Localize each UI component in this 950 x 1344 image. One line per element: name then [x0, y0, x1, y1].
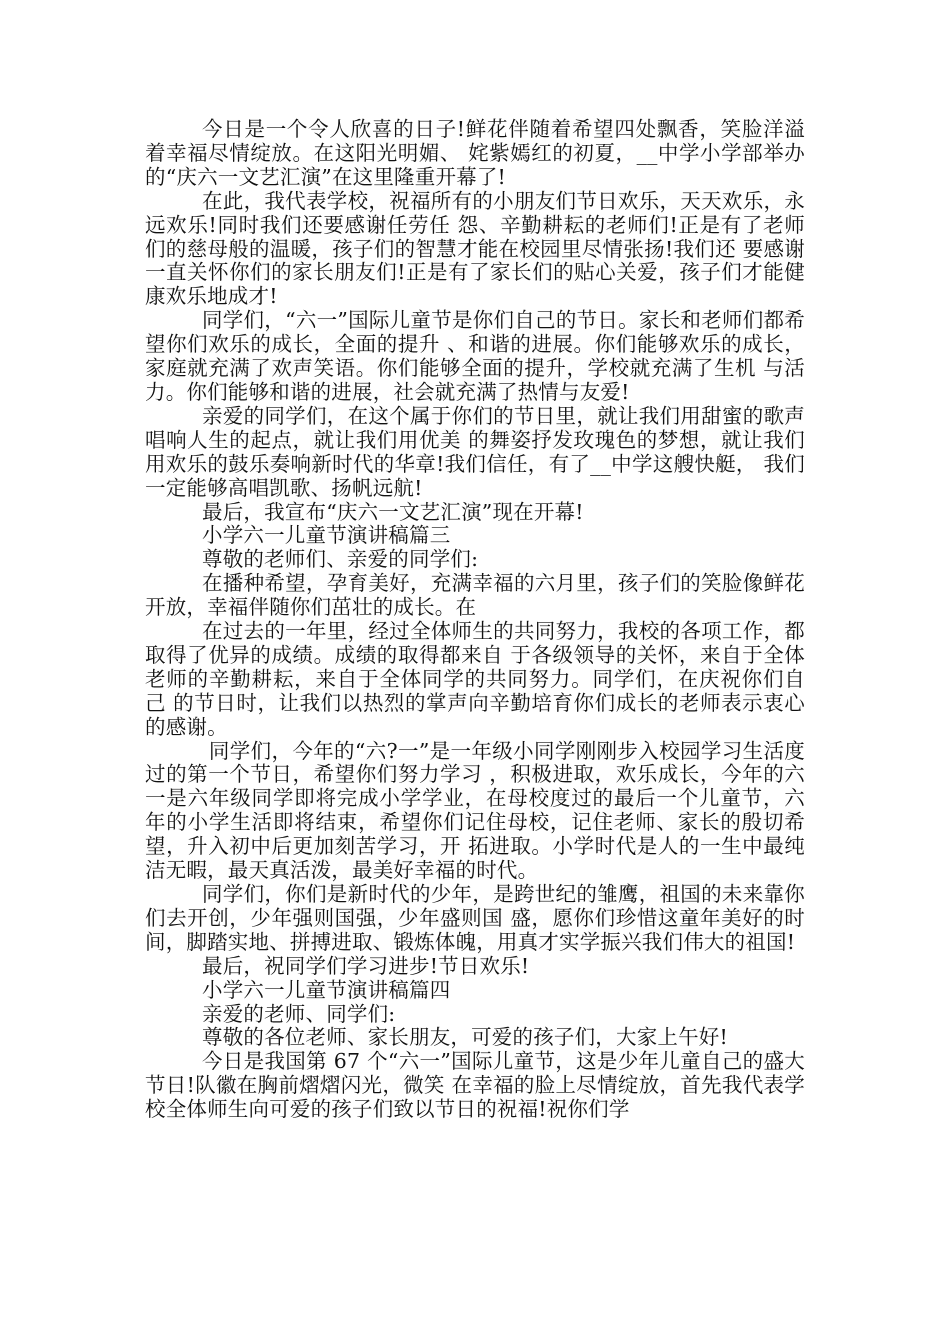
paragraph-greeting: 尊敬的各位老师、家长朋友，可爱的孩子们，大家上午好!: [202, 1025, 728, 1050]
paragraph-dear-students: 亲爱的同学们，在这个属于你们的节日里，就让我们用甜蜜的歌声唱响人生的起点，就让我们用优美 的舞姿抒发玫瑰色的梦想，就让我们用欢乐的鼓乐奏响新时代的华章!我们信任，有了__中学这艘快艇， 我们一定能够高唱凯歌、扬帆远航!: [145, 403, 805, 500]
paragraph-june: 在播种希望，孕育美好，充满幸福的六月里，孩子们的笑脸像鲜花开放，幸福伴随你们茁壮的成长。在: [145, 571, 805, 620]
paragraph-blessing: 在此，我代表学校，祝福所有的小朋友们节日欢乐，天天欢乐，永远欢乐!同时我们还要感谢任劳任 怨、辛勤耕耘的老师们!正是有了老师们的慈母般的温暖，孩子们的智慧才能在校园里尽情张扬!我们还 要感谢一直关怀你们的家长朋友们!正是有了家长们的贴心关爱，孩子们才能健康欢乐地成才!: [145, 188, 805, 309]
salutation-4: 亲爱的老师、同学们:: [202, 1001, 396, 1026]
paragraph-childrens-day: 同学们，“六一”国际儿童节是你们自己的节日。家长和老师们都希望你们欢乐的成长，全面的提升 、和谐的进展。你们能够欢乐的成长，家庭就充满了欢声笑语。你们能够全面的提升，学校就充满了生机 与活力。你们能够和谐的进展，社会就充满了热情与友爱!: [145, 308, 805, 404]
paragraph-past-year: 在过去的一年里，经过全体师生的共同努力，我校的各项工作，都取得了优异的成绩。成绩的取得都来自 于各级领导的关怀，来自于全体老师的辛勤耕耘，来自于全体同学的共同努力。同学们，在庆祝你们自己 的节日时，让我们以热烈的掌声向辛勤培育你们成长的老师表示衷心的感谢。: [145, 619, 805, 739]
document-page: [145, 117, 812, 1122]
paragraph-67th: 今日是我国第 67 个“六一”国际儿童节，这是少年儿童自己的盛大节日!队徽在胸前熠熠闪光，微笑 在幸福的脸上尽情绽放，首先我代表学校全体师生向可爱的孩子们致以节日的祝福!祝你们学: [145, 1049, 805, 1122]
paragraph-this-year: 同学们，今年的“六?一”是一年级小同学刚刚步入校园学习生活度过的第一个节日，希望你们努力学习 ，积极进取，欢乐成长，今年的六一是六年级同学即将完成小学学业，在母校度过的最后一个儿童节，六 年的小学生活即将结束，希望你们记住母校，记住老师、家长的殷切希望，升入初中后更加刻苦学习，开 拓进取。小学时代是人的一生中最纯洁无暇，最天真活泼，最美好幸福的时代。: [145, 738, 812, 883]
paragraph-closing-wish: 最后，祝同学们学习进步!节日欢乐!: [202, 953, 530, 978]
section-heading-3: 小学六一儿童节演讲稿篇三: [202, 523, 451, 548]
paragraph-opening: 今日是一个令人欣喜的日子!鲜花伴随着希望四处飘香，笑脸洋溢着幸福尽情绽放。在这阳光明媚、 姹紫嫣红的初夏，__中学小学部举办的“庆六一文艺汇演”在这里隆重开幕了!: [145, 117, 805, 189]
salutation-3: 尊敬的老师们、亲爱的同学们:: [202, 547, 479, 572]
paragraph-new-era: 同学们，你们是新时代的少年，是跨世纪的雏鹰，祖国的未来靠你们去开创，少年强则国强，少年盛则国 盛，愿你们珍惜这童年美好的时间，脚踏实地、拼搏进取、锻炼体魄，用真才实学振兴我们伟大的祖国!: [145, 882, 805, 954]
paragraph-announcement: 最后，我宣布“庆六一文艺汇演”现在开幕!: [202, 499, 584, 524]
section-heading-4: 小学六一儿童节演讲稿篇四: [202, 977, 451, 1002]
